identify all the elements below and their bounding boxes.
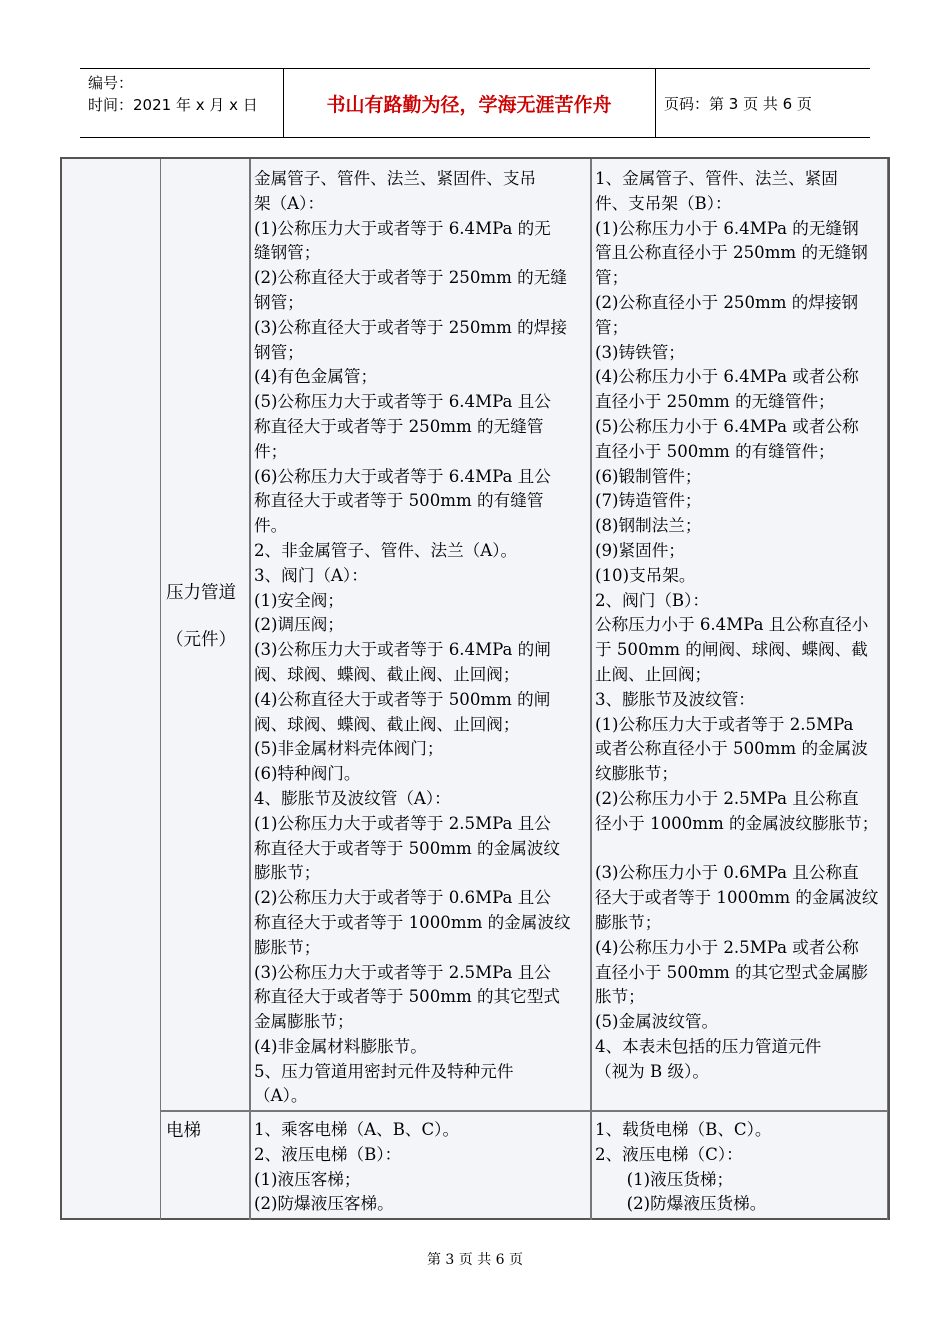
cell-line: 或者公称直径小于 500mm 的金属波 <box>595 739 868 759</box>
cell-line: (1)液压货梯； <box>595 1169 734 1189</box>
cell-line: (3)公称压力大于或者等于 6.4MPa 的闸 <box>254 640 551 660</box>
cell-line: 膨胀节； <box>254 937 321 957</box>
serial-label: 编号： <box>88 74 134 92</box>
cell-line: (4)公称压力小于 6.4MPa 或者公称 <box>595 367 859 387</box>
cell-line: 公称压力小于 6.4MPa 且公称直径小 <box>595 615 869 635</box>
cell-line: (1)公称压力大于或者等于 2.5MPa 且公 <box>254 813 551 833</box>
cell-line: 2、非金属管子、管件、法兰（A）。 <box>254 540 518 560</box>
cell-line: (5)公称压力小于 6.4MPa 或者公称 <box>595 416 859 436</box>
spec-table <box>60 157 890 1220</box>
cell-line: 阀、球阀、蝶阀、截止阀、止回阀； <box>254 664 520 684</box>
cell-line: 1、金属管子、管件、法兰、紧固 <box>595 169 838 188</box>
cell-line: (5)公称压力大于或者等于 6.4MPa 且公 <box>254 392 551 412</box>
row-grade-a-cell <box>254 1118 459 1217</box>
cell-line: (1)液压客梯； <box>254 1169 361 1189</box>
column-divider <box>249 159 251 1220</box>
row-grade-a-cell <box>254 167 571 1109</box>
cell-line: 钢管； <box>254 292 304 312</box>
cell-line: (9)紧固件； <box>595 540 685 560</box>
cell-line: 2、液压电梯（C）： <box>595 1144 743 1164</box>
cell-line: (5)金属波纹管。 <box>595 1012 719 1032</box>
cell-line: (1)公称压力大于或者等于 6.4MPa 的无 <box>254 218 551 238</box>
cell-line: (6)公称压力大于或者等于 6.4MPa 且公 <box>254 466 551 486</box>
cell-line: 称直径大于或者等于 500mm 的有缝管 <box>254 491 544 511</box>
cell-line: 膨胀节； <box>254 863 321 883</box>
cell-line: 径大于或者等于 1000mm 的金属波纹 <box>595 888 879 908</box>
cell-line: 件； <box>254 441 288 461</box>
cell-line: (7)铸造管件； <box>595 491 702 511</box>
page-footer: 第 3 页 共 6 页 <box>426 1252 524 1268</box>
cell-line: (2)公称直径小于 250mm 的焊接钢 <box>595 292 859 312</box>
cell-line: (3)公称直径大于或者等于 250mm 的焊接 <box>254 317 567 337</box>
cell-line: (2)公称压力大于或者等于 0.6MPa 且公 <box>254 888 551 908</box>
cell-line: 管； <box>595 317 629 337</box>
column-divider <box>887 159 888 1220</box>
cell-line: 止阀、止回阀； <box>595 664 712 684</box>
column-divider <box>160 159 161 1220</box>
cell-line: (2)防爆液压客梯。 <box>254 1194 394 1214</box>
cell-line: (6)锻制管件； <box>595 466 702 486</box>
cell-line: 称直径大于或者等于 1000mm 的金属波纹 <box>254 912 571 932</box>
row-grade-b-cell <box>595 1118 772 1217</box>
cell-line: 1、载货电梯（B、C）。 <box>595 1120 772 1139</box>
time-label: 时间：2021 年 x 月 x 日 <box>88 96 258 114</box>
row-category-label: 压力管道 <box>166 583 236 603</box>
cell-line: (8)钢制法兰； <box>595 516 702 536</box>
cell-line: 径小于 1000mm 的金属波纹膨胀节； <box>595 813 879 833</box>
cell-line: 于 500mm 的闸阀、球阀、蝶阀、截 <box>595 640 868 660</box>
cell-line: 称直径大于或者等于 250mm 的无缝管 <box>254 416 544 436</box>
row-category-sublabel: （元件） <box>166 630 236 650</box>
cell-line: 纹膨胀节； <box>595 764 678 784</box>
cell-line: (1)安全阀； <box>254 590 344 610</box>
cell-line: 直径小于 500mm 的有缝管件； <box>595 441 835 461</box>
cell-line: 2、阀门（B）： <box>595 590 710 610</box>
cell-line: 件。 <box>254 516 288 536</box>
cell-line: 阀、球阀、蝶阀、截止阀、止回阀； <box>254 714 520 734</box>
header-meta <box>88 72 258 116</box>
cell-line: (2)防爆液压货梯。 <box>595 1194 767 1214</box>
cell-line: 缝钢管； <box>254 243 321 263</box>
row-category-label: 电梯 <box>166 1121 201 1141</box>
cell-line: (10)支吊架。 <box>595 565 696 585</box>
cell-line: 件、支吊架（B）： <box>595 193 732 213</box>
cell-line: 5、压力管道用密封元件及特种元件 <box>254 1061 514 1081</box>
cell-line: 称直径大于或者等于 500mm 的其它型式 <box>254 987 561 1007</box>
cell-line: (4)公称直径大于或者等于 500mm 的闸 <box>254 689 551 709</box>
cell-line: 1、乘客电梯（A、B、C）。 <box>254 1120 460 1139</box>
cell-line: (2)调压阀； <box>254 615 344 635</box>
cell-line: 称直径大于或者等于 500mm 的金属波纹 <box>254 838 561 858</box>
cell-line: 直径小于 500mm 的其它型式金属膨 <box>595 962 868 982</box>
cell-line: (4)公称压力小于 2.5MPa 或者公称 <box>595 937 859 957</box>
cell-line: 2、液压电梯（B）： <box>254 1144 402 1164</box>
page-header <box>80 68 870 138</box>
cell-line: 4、膨胀节及波纹管（A）： <box>254 788 451 808</box>
cell-line: 金属管子、管件、法兰、紧固件、支吊 <box>254 169 537 188</box>
cell-line: 架（A）： <box>254 193 325 213</box>
cell-line: (2)公称压力小于 2.5MPa 且公称直 <box>595 788 859 808</box>
header-divider <box>655 69 656 137</box>
cell-line: (1)公称压力大于或者等于 2.5MPa <box>595 714 854 734</box>
cell-line: 3、膨胀节及波纹管： <box>595 689 755 709</box>
cell-line: 3、阀门（A）： <box>254 565 368 585</box>
cell-line: 管； <box>595 268 629 288</box>
row-divider <box>160 1110 888 1112</box>
cell-line: (3)公称压力大于或者等于 2.5MPa 且公 <box>254 962 551 982</box>
cell-line: （A）。 <box>254 1086 308 1106</box>
cell-line: (4)有色金属管； <box>254 367 378 387</box>
column-divider <box>590 159 592 1220</box>
cell-line: (3)公称压力小于 0.6MPa 且公称直 <box>595 863 859 883</box>
cell-line: (1)公称压力小于 6.4MPa 的无缝钢 <box>595 218 859 238</box>
cell-line: （视为 B 级）。 <box>595 1061 710 1081</box>
cell-line: 直径小于 250mm 的无缝管件； <box>595 392 835 412</box>
cell-line: 金属膨胀节； <box>254 1012 354 1032</box>
cell-line: (2)公称直径大于或者等于 250mm 的无缝 <box>254 268 567 288</box>
header-page-info: 页码：第 3 页 共 6 页 <box>664 94 812 113</box>
cell-line: (5)非金属材料壳体阀门； <box>254 739 444 759</box>
cell-line <box>595 837 878 862</box>
row-grade-b-cell <box>595 167 878 1084</box>
cell-line: 钢管； <box>254 342 304 362</box>
cell-line: (6)特种阀门。 <box>254 764 361 784</box>
cell-line: 管且公称直径小于 250mm 的无缝钢 <box>595 243 868 263</box>
cell-line: (3)铸铁管； <box>595 342 685 362</box>
header-motto: 书山有路勤为径，学海无涯苦作舟 <box>326 93 612 116</box>
cell-line: 胀节； <box>595 987 645 1007</box>
cell-line: 4、本表未包括的压力管道元件 <box>595 1036 822 1056</box>
cell-line: (4)非金属材料膨胀节。 <box>254 1036 427 1056</box>
cell-line: 膨胀节； <box>595 912 662 932</box>
